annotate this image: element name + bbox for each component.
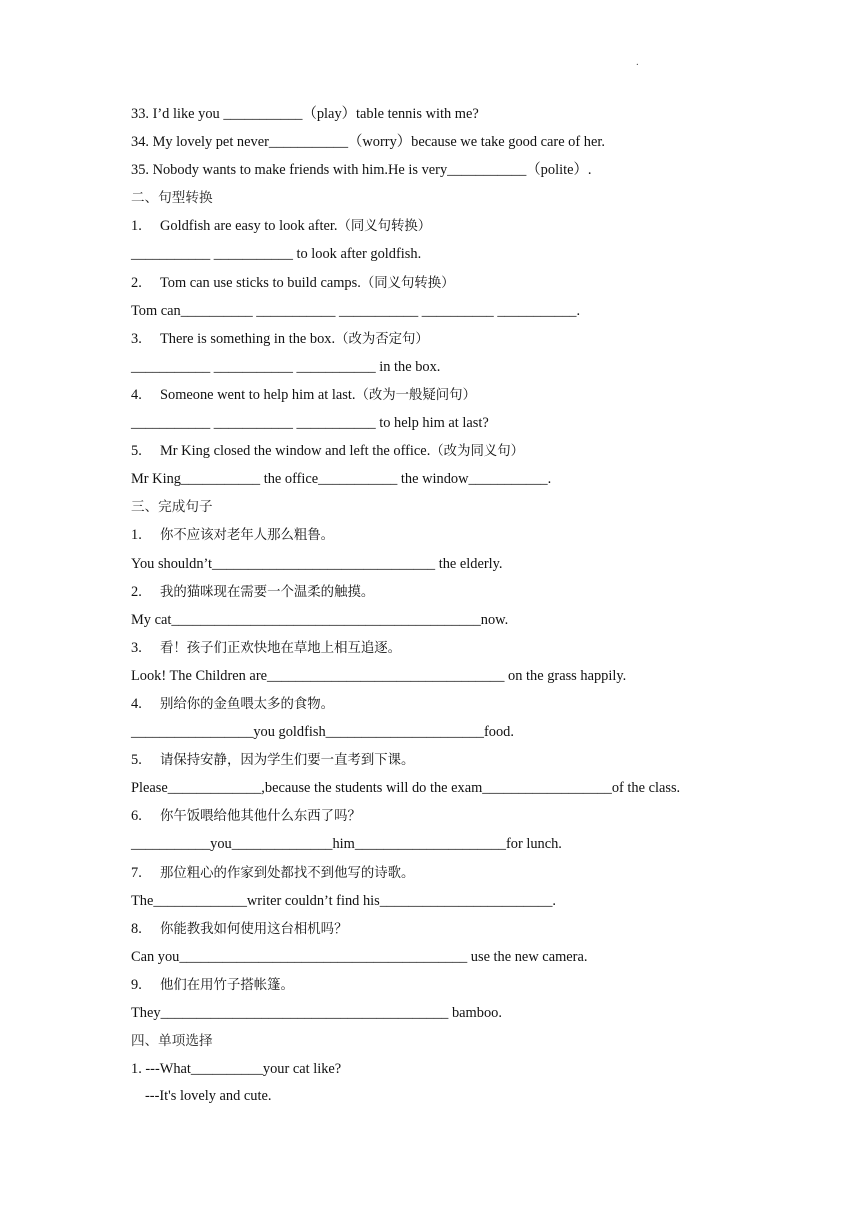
chinese-prompt xyxy=(131,582,831,610)
transform-question xyxy=(131,441,831,469)
chinese-prompt xyxy=(131,750,831,778)
transform-question xyxy=(131,329,831,357)
question-number: 8. xyxy=(131,920,142,937)
question-hint: （改为否定句） xyxy=(335,331,429,347)
transform-answer-line: ___________ ___________ ___________ to help him at last? xyxy=(131,415,489,432)
question-number: 5. xyxy=(131,752,142,769)
question-number: 1. xyxy=(131,527,142,544)
question-number: 4. xyxy=(131,386,142,403)
chinese-sentence: 看！孩子们正欢快地在草地上相互追逐。 xyxy=(160,640,402,656)
question-text: Someone went to help him at last. xyxy=(160,386,356,403)
question-number: 6. xyxy=(131,808,142,825)
chinese-sentence: 那位粗心的作家到处都找不到他写的诗歌。 xyxy=(160,865,415,881)
chinese-prompt xyxy=(131,806,831,834)
question-number: 1. xyxy=(131,218,142,235)
chinese-prompt xyxy=(131,638,831,666)
question-number: 3. xyxy=(131,639,142,656)
english-answer-line: They________________________________________ bamboo. xyxy=(131,1005,502,1021)
chinese-prompt xyxy=(131,863,831,891)
chinese-prompt xyxy=(131,975,831,1003)
chinese-prompt xyxy=(131,919,831,947)
english-answer-line: The_____________writer couldn’t find his________________________. xyxy=(131,892,557,909)
english-answer-line: Please_____________,because the students will do the exam__________________of the class. xyxy=(131,780,681,797)
question-text: Mr King closed the window and left the office. xyxy=(160,443,431,460)
english-answer-line: Can you________________________________________ use the new camera. xyxy=(131,948,588,965)
transform-question xyxy=(131,273,831,301)
choice-reply: ---It's lovely and cute. xyxy=(145,1087,272,1104)
chinese-sentence: 你午饭喂给他其他什么东西了吗？ xyxy=(160,809,361,825)
section-heading-sentence-transform: 二、句型转换 xyxy=(131,190,213,207)
chinese-sentence: 你能教我如何使用这台相机吗？ xyxy=(160,921,348,937)
worksheet-content xyxy=(131,104,831,1114)
question-number: 2. xyxy=(131,583,142,600)
question-number: 3. xyxy=(131,330,142,347)
choice-question: 1. ---What__________your cat like? xyxy=(131,1061,342,1078)
english-answer-line: My cat___________________________________________now. xyxy=(131,611,509,628)
transform-answer-line: Mr King___________ the office___________ the window___________. xyxy=(131,471,552,488)
question-text: There is something in the box. xyxy=(160,330,336,347)
question-number: 4. xyxy=(131,695,142,712)
transform-question xyxy=(131,216,831,244)
chinese-sentence: 我的猫咪现在需要一个温柔的触摸。 xyxy=(160,584,375,600)
fill-blank-35: 35. Nobody wants to make friends with him.He is very___________（polite）. xyxy=(131,162,592,179)
question-hint: （改为一般疑问句） xyxy=(355,387,476,403)
transform-answer-line: ___________ ___________ to look after goldfish. xyxy=(131,246,422,263)
english-answer-line: _________________you goldfish______________________food. xyxy=(131,724,514,741)
transform-answer-line: ___________ ___________ ___________ in the box. xyxy=(131,358,441,375)
chinese-sentence: 请保持安静，因为学生们要一直考到下课。 xyxy=(160,753,415,769)
chinese-sentence: 别给你的金鱼喂太多的食物。 xyxy=(160,696,335,712)
fill-blank-33: 33. I’d like you ___________（play）table tennis with me? xyxy=(131,106,479,122)
question-number: 5. xyxy=(131,443,142,460)
question-hint: （同义句转换） xyxy=(337,219,432,235)
fill-blank-34: 34. My lovely pet never___________（worry）because we take good care of her. xyxy=(131,134,605,151)
question-number: 7. xyxy=(131,864,142,881)
chinese-prompt xyxy=(131,694,831,722)
section-heading-complete-sentences: 三、完成句子 xyxy=(131,499,213,516)
english-answer-line: You shouldn’t_______________________________ the elderly. xyxy=(131,555,503,572)
chinese-prompt xyxy=(131,525,831,553)
english-answer-line: ___________you______________him_____________________for lunch. xyxy=(131,836,562,853)
english-answer-line: Look! The Children are_________________________________ on the grass happily. xyxy=(131,667,627,684)
transform-answer-line: Tom can__________ ___________ ___________ __________ ___________. xyxy=(131,302,581,319)
section-heading-multiple-choice: 四、单项选择 xyxy=(131,1033,213,1050)
top-mark: . xyxy=(636,56,639,68)
question-number: 9. xyxy=(131,976,142,993)
question-text: Tom can use sticks to build camps. xyxy=(160,274,361,291)
transform-question xyxy=(131,385,831,413)
question-text: Goldfish are easy to look after. xyxy=(160,218,338,235)
chinese-sentence: 他们在用竹子搭帐篷。 xyxy=(160,977,294,993)
chinese-sentence: 你不应该对老年人那么粗鲁。 xyxy=(160,528,335,544)
question-hint: （同义句转换） xyxy=(360,275,455,291)
question-hint: （改为同义句） xyxy=(430,444,525,460)
question-number: 2. xyxy=(131,274,142,291)
